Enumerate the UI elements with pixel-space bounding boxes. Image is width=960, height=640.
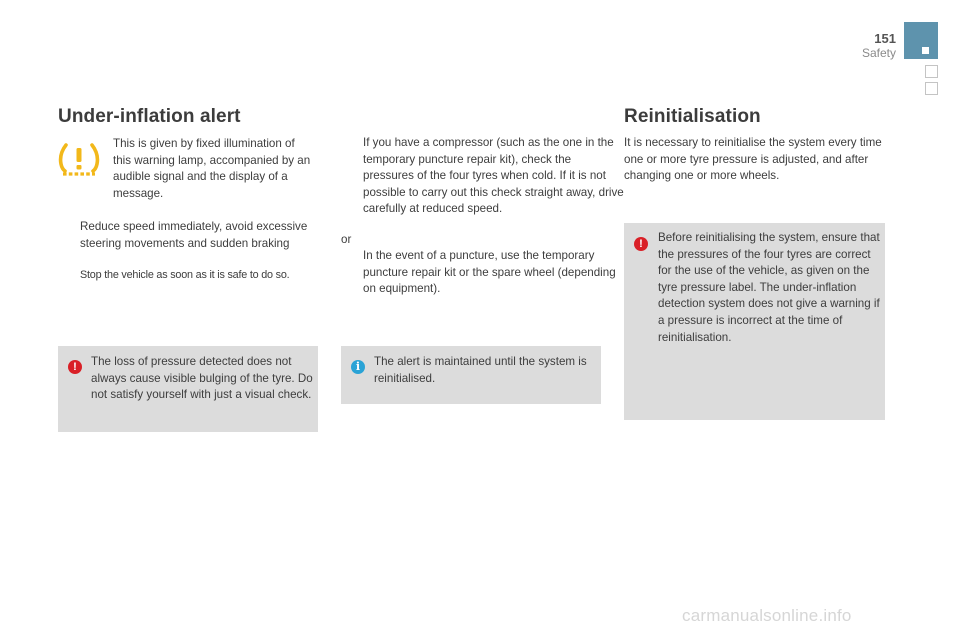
watermark: carmanualsonline.info	[682, 606, 852, 625]
list-item	[58, 219, 342, 252]
list-item	[341, 248, 625, 298]
info-note	[341, 346, 601, 404]
list-item	[341, 135, 625, 218]
page-number: 151	[874, 31, 896, 46]
nav-box-icon[interactable]	[925, 82, 938, 95]
section-label: Safety	[861, 46, 896, 60]
chapter-tab[interactable]	[904, 22, 938, 59]
warning-note	[58, 346, 318, 432]
bullet-text: In the event of a puncture, use the temporary puncture repair kit or the spare wheel (depending on equipment).	[363, 249, 616, 296]
list-item	[58, 267, 350, 284]
warning-note	[624, 223, 885, 420]
bullet-text: Reduce speed immediately, avoid excessive steering movements and sudden braking	[80, 220, 308, 250]
info-icon: i	[351, 360, 365, 374]
intro-text: This is given by fixed illumination of this warning lamp, accompanied by an audible signal and the display of a message.	[113, 137, 311, 200]
chapter-square-icon	[922, 47, 929, 54]
reinitialisation-text: It is necessary to reinitialise the system every time one or more tyre pressure is adjusted, and after changing one or more wheels.	[624, 136, 882, 183]
warning-icon: !	[68, 360, 82, 374]
bullet-text: If you have a compressor (such as the one in the temporary puncture repair kit), check the pressures of the four tyres when cold. If it is not possible to carry out this check straight away, drive carefully at reduced speed.	[363, 136, 624, 216]
tyre-pressure-warning-lamp-icon	[58, 142, 100, 178]
section-title-under-inflation: Under-inflation alert	[58, 106, 241, 127]
info-note-text: The alert is maintained until the system is reinitialised.	[374, 355, 587, 385]
warning-icon: !	[634, 237, 648, 251]
bullet-text: Stop the vehicle as soon as it is safe to do so.	[80, 269, 290, 281]
or-text: or	[341, 233, 352, 246]
nav-box-icon[interactable]	[925, 65, 938, 78]
warning-note-text: Before reinitialising the system, ensure that the pressures of the four tyres are correct for the use of the vehicle, as given on the tyre pressure label. The under-inflation detection system does not give a warning if a pressure is incorrect at the time of reinitialisation.	[658, 231, 880, 344]
warning-note-text: The loss of pressure detected does not always cause visible bulging of the tyre. Do not satisfy yourself with just a visual check.	[91, 355, 313, 402]
section-title-reinitialisation: Reinitialisation	[624, 106, 761, 127]
